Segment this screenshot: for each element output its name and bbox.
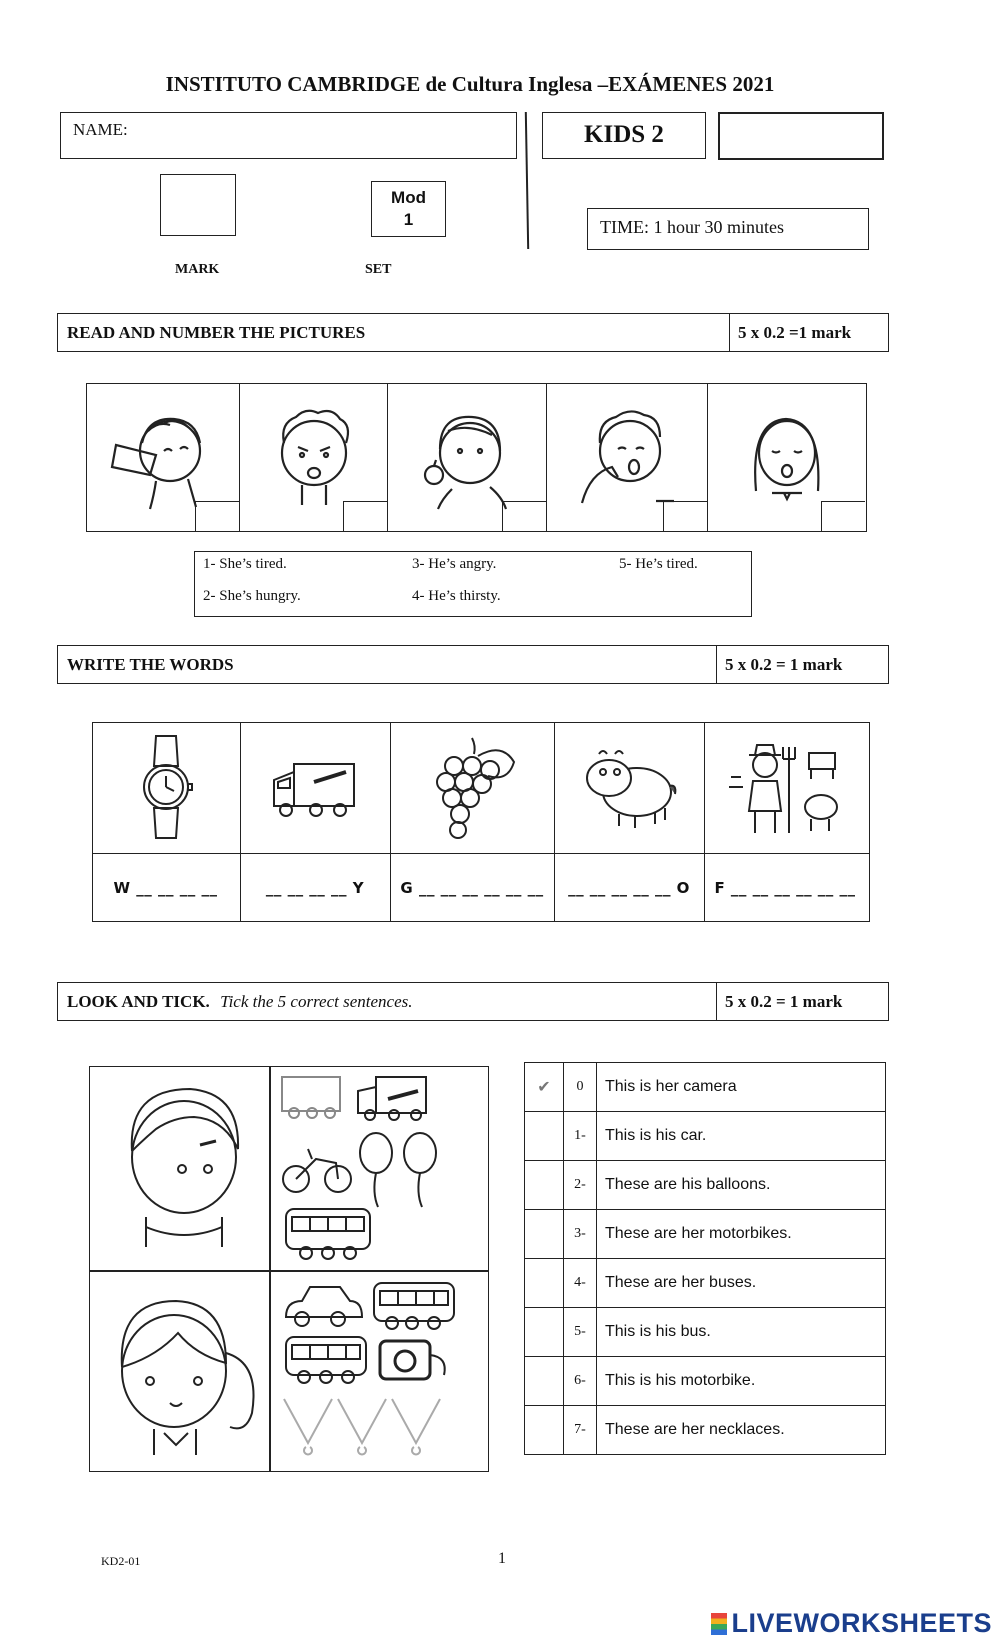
name-label: NAME: [73,120,128,139]
section2-picture-row [92,722,870,854]
sentences-box [194,551,752,617]
boy-face-icon [106,1077,256,1257]
blank-cell-1[interactable] [92,853,241,922]
tick-box-2[interactable] [525,1161,564,1210]
girl-things-icon [276,1275,486,1469]
tick-text-5: This is his bus. [597,1308,886,1357]
section3-heading-wrap [67,992,413,1012]
section1-heading: READ AND NUMBER THE PICTURES [67,323,366,342]
word-blank-1[interactable]: W __ __ __ __ [113,878,218,897]
mod-label: Mod [391,188,426,207]
level-label: KIDS 2 [584,121,664,148]
picture-divider-v [269,1067,271,1471]
set-label: SET [365,262,392,277]
hippo-icon [579,742,679,832]
tick-row-7 [525,1406,886,1455]
grade-box[interactable] [718,112,884,160]
tick-row-2 [525,1161,886,1210]
tick-num-4: 4- [564,1259,597,1308]
picture-divider-h [90,1270,488,1272]
picture-cell-3 [388,384,547,531]
section3-marks: 5 x 0.2 = 1 mark [716,983,888,1020]
look-tick-pictures [89,1066,489,1472]
mod-box [371,181,446,237]
tick-row-6 [525,1357,886,1406]
tick-text-0: This is her camera [597,1063,886,1112]
word-blank-5[interactable]: F __ __ __ __ __ __ [714,878,856,897]
tick-box-5[interactable] [525,1308,564,1357]
exam-title: INSTITUTO CAMBRIDGE de Cultura Inglesa –EXÁMENES 2021 [165,72,775,96]
picture-cell-1 [87,384,240,531]
word-picture-cell-1 [92,722,241,853]
tick-text-7: These are her necklaces. [597,1406,886,1455]
tick-box-3[interactable] [525,1210,564,1259]
section1-marks: 5 x 0.2 =1 mark [729,314,888,351]
tick-num-1: 1- [564,1112,597,1161]
time-label: TIME: 1 hour 30 minutes [600,217,784,237]
mod-number: 1 [403,210,414,229]
logo-mark-icon [711,1613,727,1635]
tick-row-0 [525,1063,886,1112]
sentence-5: 5- He’s tired. [619,556,698,572]
word-blank-4[interactable]: __ __ __ __ __ O [568,878,690,897]
logo-text: LIVEWORKSHEETS [731,1608,992,1638]
picture-cell-4 [547,384,708,531]
tick-row-4 [525,1259,886,1308]
section-write-words [57,645,889,684]
page-number: 1 [498,1550,506,1567]
tick-num-5: 5- [564,1308,597,1357]
blank-cell-2[interactable] [241,853,391,922]
tick-num-6: 6- [564,1357,597,1406]
tick-num-2: 2- [564,1161,597,1210]
word-picture-cell-3 [391,722,555,853]
time-box [587,208,869,250]
tick-text-1: This is his car. [597,1112,886,1161]
sentence-2: 2- She’s hungry. [203,588,301,604]
tick-row-1 [525,1112,886,1161]
tick-row-5 [525,1308,886,1357]
blank-cell-3[interactable] [391,853,555,922]
angry-boy-icon [264,403,364,513]
tired-girl-icon [732,403,842,513]
sentence-4: 4- He’s thirsty. [412,588,501,604]
section-look-tick [57,982,889,1021]
answer-box-1[interactable] [195,501,239,531]
tick-box-7[interactable] [525,1406,564,1455]
sentence-3: 3- He’s angry. [412,556,497,572]
level-box [542,112,706,159]
answer-box-5[interactable] [821,501,865,531]
word-picture-cell-4 [555,722,705,853]
tick-box-1[interactable] [525,1112,564,1161]
footer-code: KD2-01 [101,1554,141,1568]
farmer-icon [725,737,845,837]
tick-box-0[interactable]: ✔ [525,1063,564,1112]
grapes-icon [422,732,522,842]
tick-row-3 [525,1210,886,1259]
sentence-1: 1- She’s tired. [203,556,287,572]
vertical-divider [525,112,529,249]
blank-cell-4[interactable] [555,853,705,922]
section3-instruction: Tick the 5 correct sentences. [220,992,413,1011]
write-words-grid [92,722,870,922]
liveworksheets-logo [711,1608,992,1639]
boy-drinking-icon [108,403,218,513]
tick-table [524,1062,886,1455]
lorry-icon [270,752,360,822]
picture-cell-2 [240,384,388,531]
blank-cell-5[interactable] [705,853,866,922]
word-blank-3[interactable]: G __ __ __ __ __ __ [400,878,544,897]
section3-heading: LOOK AND TICK. [67,992,210,1011]
tick-num-0: 0 [564,1063,597,1112]
tick-text-4: These are her buses. [597,1259,886,1308]
tick-box-4[interactable] [525,1259,564,1308]
answer-box-2[interactable] [343,501,387,531]
section2-blanks-row [92,853,870,922]
word-picture-cell-2 [241,722,391,853]
tick-text-3: These are her motorbikes. [597,1210,886,1259]
word-picture-cell-5 [705,722,866,853]
section-read-number [57,313,889,352]
girl-eating-apple-icon [412,403,522,513]
picture-cell-5 [708,384,865,531]
section2-heading: WRITE THE WORDS [67,655,234,674]
tick-text-2: These are his balloons. [597,1161,886,1210]
name-field[interactable] [60,112,517,159]
watch-icon [136,732,196,842]
answer-box-3[interactable] [502,501,546,531]
tick-text-6: This is his motorbike. [597,1357,886,1406]
mark-label: MARK [175,262,220,277]
word-blank-2[interactable]: __ __ __ __ Y [265,878,365,897]
tick-num-7: 7- [564,1406,597,1455]
girl-face-icon [100,1283,260,1463]
tick-num-3: 3- [564,1210,597,1259]
mark-box[interactable] [160,174,236,236]
answer-box-4[interactable] [663,501,707,531]
section1-picture-row [86,383,867,532]
section2-marks: 5 x 0.2 = 1 mark [716,646,888,683]
tired-boy-yawning-icon [572,403,682,513]
tick-box-6[interactable] [525,1357,564,1406]
boy-toys-icon [276,1071,486,1267]
